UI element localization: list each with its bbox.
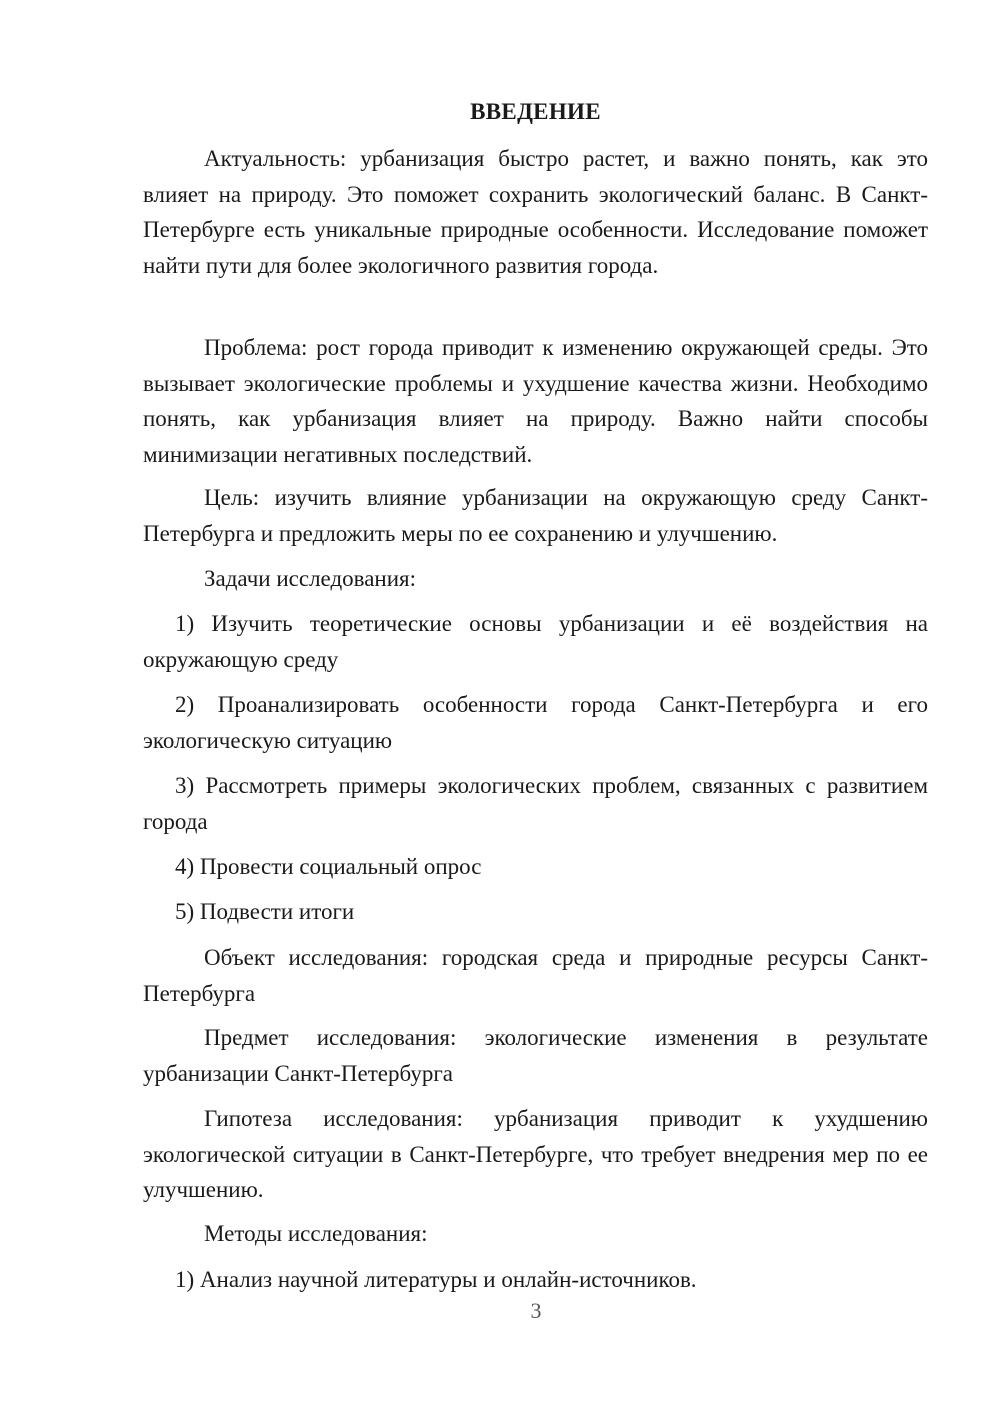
methods-heading: Методы исследования: (204, 1221, 428, 1246)
task-item-4: 4) Провести социальный опрос (175, 854, 482, 879)
hypothesis-paragraph: Гипотеза исследования: урбанизация приводит к ухудшению экологической ситуации в Санкт-Петербурге, что требует внедрения мер по ее улучшению. (143, 1106, 928, 1202)
tasks-heading: Задачи исследования: (204, 566, 417, 591)
object-paragraph: Объект исследования: городская среда и природные ресурсы Санкт-Петербурга (143, 945, 928, 1006)
problem-paragraph: Проблема: рост города приводит к изменению окружающей среды. Это вызывает экологические проблемы и ухудшение качества жизни. Необходимо понять, как урбанизация влияет на природу. Важно найти способы минимизации негативных последствий. (143, 335, 928, 467)
page-number: 3 (530, 1298, 542, 1323)
task-item-5: 5) Подвести итоги (175, 899, 355, 924)
method-item-1: 1) Анализ научной литературы и онлайн-источников. (175, 1267, 697, 1292)
relevance-paragraph: Актуальность: урбанизация быстро растет, и важно понять, как это влияет на природу. Это поможет сохранить экологический баланс. В Санкт-Петербурге есть уникальные природные особенности. Исследование поможет найти пути для более экологичного развития города. (143, 146, 928, 278)
task-item-2: 2) Проанализировать особенности города Санкт-Петербурга и его экологическую ситуацию (143, 692, 928, 753)
task-item-3: 3) Рассмотреть примеры экологических проблем, связанных с развитием города (143, 773, 928, 834)
subject-paragraph: Предмет исследования: экологические изменения в результате урбанизации Санкт-Петербурга (143, 1025, 928, 1086)
task-item-1: 1) Изучить теоретические основы урбанизации и её воздействия на окружающую среду (143, 611, 928, 672)
section-heading: ВВЕДЕНИЕ (470, 99, 601, 124)
goal-paragraph: Цель: изучить влияние урбанизации на окружающую среду Санкт-Петербурга и предложить меры по ее сохранению и улучшению. (143, 485, 928, 546)
